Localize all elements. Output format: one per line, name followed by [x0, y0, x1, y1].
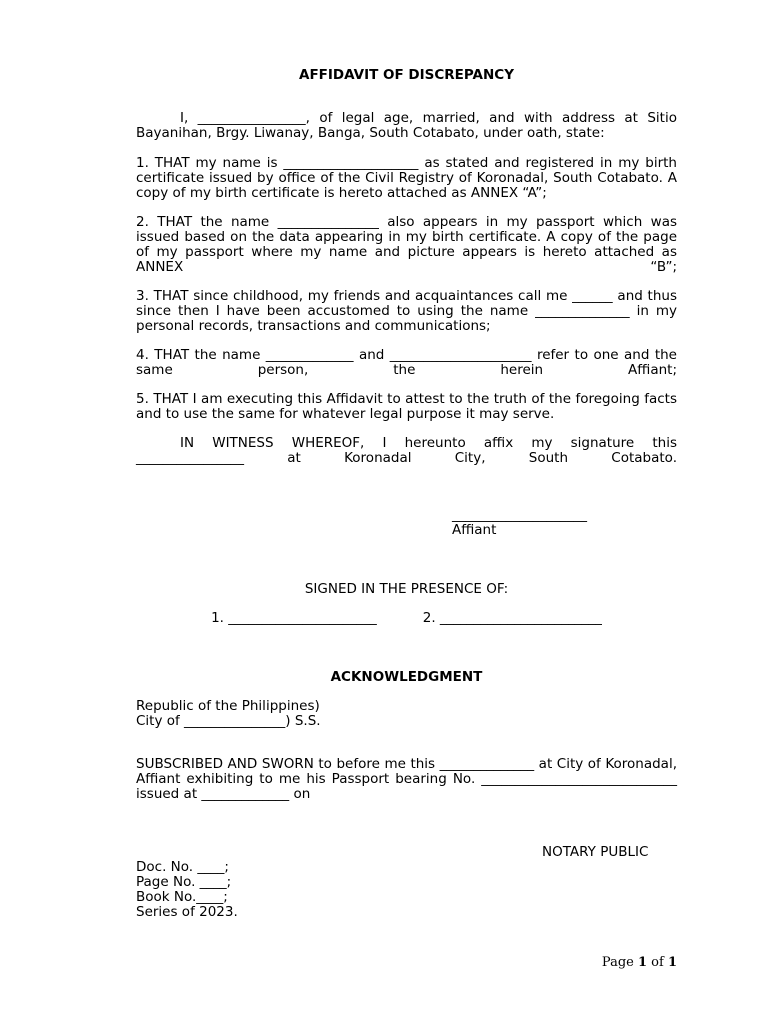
page-footer	[602, 955, 677, 970]
footer-total-pages: 1	[667, 955, 677, 970]
affiant-label: Affiant	[452, 522, 497, 538]
notarial-register-block	[136, 860, 677, 920]
document-title: AFFIDAVIT OF DISCREPANCY	[299, 67, 514, 83]
witness-lines	[136, 611, 677, 626]
footer-of-word: of	[651, 955, 664, 970]
item-3: 3. THAT since childhood, my friends and acquaintances call me ______ and thus since then I have been accustomed to using the name ______________ in my personal records, transactions and communications;	[136, 288, 677, 334]
venue-city: City of _______________) S.S.	[136, 713, 321, 729]
venue-country: Republic of the Philippines)	[136, 698, 320, 714]
document-body	[136, 68, 677, 920]
item-4: 4. THAT the name _____________ and _____________________ refer to one and the same person, the herein Affiant;	[136, 347, 677, 378]
signed-presence-heading: SIGNED IN THE PRESENCE OF:	[304, 581, 509, 597]
page-number: Page No. ____;	[136, 874, 232, 890]
footer-page-word: Page	[601, 955, 634, 970]
witness-2-line: 2. ________________________	[422, 610, 602, 626]
doc-number: Doc. No. ____;	[136, 859, 229, 875]
affiant-signature-block	[452, 508, 677, 538]
venue-block	[136, 699, 677, 729]
intro-paragraph: I, ________________, of legal age, married, and with address at Sitio Bayanihan, Brgy. Liwanay, Banga, South Cotabato, under oath, state:	[136, 110, 677, 141]
footer-current-page: 1	[637, 955, 648, 970]
notary-public-label: NOTARY PUBLIC	[542, 844, 649, 860]
witness-1-line: 1. ______________________	[211, 610, 377, 626]
jurat-paragraph: SUBSCRIBED AND SWORN to before me this ______________ at City of Koronadal, Affiant exhibiting to me his Passport bearing No. _____________________________ issued at _____________ on	[136, 756, 677, 802]
item-5: 5. THAT I am executing this Affidavit to attest to the truth of the foregoing facts and to use the same for whatever legal purpose it may serve.	[136, 391, 677, 422]
book-number: Book No.____;	[136, 889, 228, 905]
series-year: Series of 2023.	[136, 904, 238, 920]
item-2: 2. THAT the name _______________ also appears in my passport which was issued based on the data appearing in my birth certificate. A copy of the page of my passport where my name and picture appears is hereto attached as ANNEX “B”;	[136, 214, 677, 275]
item-1: 1. THAT my name is ____________________ as stated and registered in my birth certificate issued by office of the Civil Registry of Koronadal, South Cotabato. A copy of my birth certificate is hereto attached as ANNEX “A”;	[136, 155, 677, 201]
witness-clause: IN WITNESS WHEREOF, I hereunto affix my signature this ________________ at Koronadal City, South Cotabato.	[136, 435, 677, 466]
affiant-signature-line: ____________________	[452, 507, 587, 523]
acknowledgment-title: ACKNOWLEDGMENT	[330, 669, 483, 685]
